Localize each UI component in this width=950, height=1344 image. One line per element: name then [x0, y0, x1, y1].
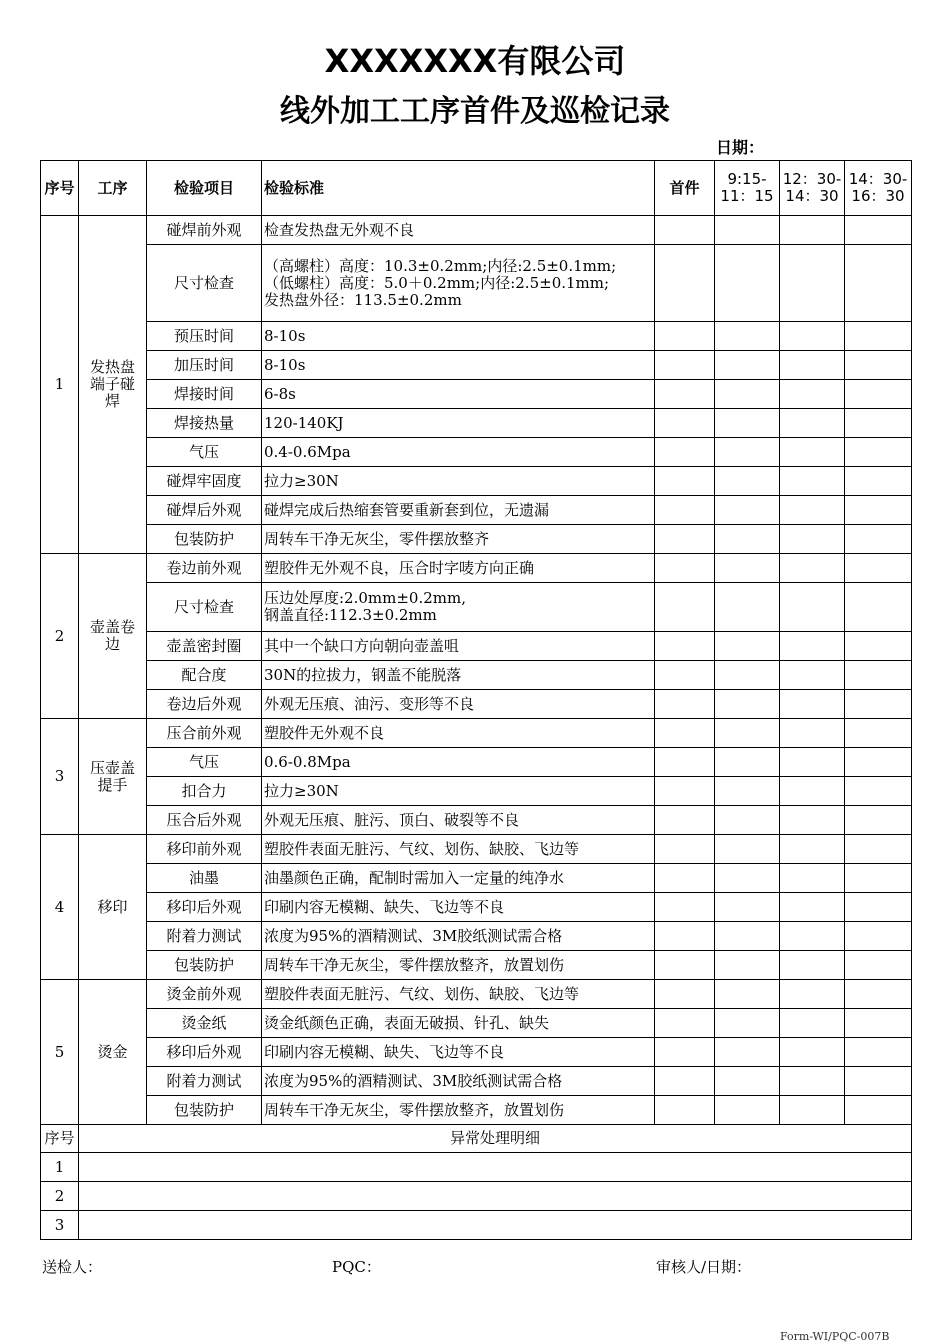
check-cell-1[interactable] — [715, 583, 780, 632]
check-cell-1[interactable] — [715, 864, 780, 893]
table-row — [41, 748, 912, 777]
inspection-item: 碰焊牢固度 — [147, 467, 262, 496]
first-check-cell[interactable] — [655, 951, 715, 980]
check-cell-2[interactable] — [780, 554, 845, 583]
inspection-item: 卷边前外观 — [147, 554, 262, 583]
header-row — [41, 161, 912, 216]
inspection-item: 压合后外观 — [147, 806, 262, 835]
inspection-standard: 6-8s — [262, 380, 655, 409]
company-name: XXXXXXX有限公司 — [324, 42, 626, 80]
inspection-standard: 周转车干净无灰尘，零件摆放整齐，放置划伤 — [262, 1096, 655, 1125]
form-code: Form-WI/PQC-007B — [780, 1330, 890, 1343]
abnormal-seq: 2 — [41, 1182, 79, 1211]
check-cell-3[interactable] — [845, 922, 912, 951]
inspection-standard: 周转车干净无灰尘，零件摆放整齐 — [262, 525, 655, 554]
check-cell-2[interactable] — [780, 922, 845, 951]
table-row — [41, 583, 912, 632]
check-cell-3[interactable] — [845, 806, 912, 835]
first-check-cell[interactable] — [655, 1038, 715, 1067]
table-row — [41, 1067, 912, 1096]
inspection-item: 包装防护 — [147, 951, 262, 980]
inspection-standard: 8-10s — [262, 322, 655, 351]
table-row — [41, 245, 912, 322]
check-cell-1[interactable] — [715, 951, 780, 980]
check-cell-2[interactable] — [780, 322, 845, 351]
first-check-cell[interactable] — [655, 719, 715, 748]
inspection-standard: 拉力≥30N — [262, 777, 655, 806]
group-process: 壶盖卷边 — [79, 554, 147, 719]
inspection-item: 加压时间 — [147, 351, 262, 380]
inspection-item: 预压时间 — [147, 322, 262, 351]
abnormal-seq: 1 — [41, 1153, 79, 1182]
inspection-item: 移印后外观 — [147, 893, 262, 922]
inspection-standard: 印刷内容无模糊、缺失、飞边等不良 — [262, 893, 655, 922]
first-check-cell[interactable] — [655, 216, 715, 245]
check-cell-3[interactable] — [845, 438, 912, 467]
check-cell-3[interactable] — [845, 496, 912, 525]
abnormal-detail-cell[interactable] — [79, 1211, 912, 1240]
header-first: 首件 — [655, 161, 715, 216]
group-process: 移印 — [79, 835, 147, 980]
header-time-1: 9:15- 11：15 — [715, 161, 780, 216]
inspection-standard: 周转车干净无灰尘，零件摆放整齐，放置划伤 — [262, 951, 655, 980]
table-row — [41, 719, 912, 748]
abnormal-row — [41, 1153, 912, 1182]
check-cell-1[interactable] — [715, 690, 780, 719]
check-cell-3[interactable] — [845, 1096, 912, 1125]
check-cell-3[interactable] — [845, 777, 912, 806]
first-check-cell[interactable] — [655, 806, 715, 835]
check-cell-3[interactable] — [845, 216, 912, 245]
table-row — [41, 216, 912, 245]
first-check-cell[interactable] — [655, 351, 715, 380]
check-cell-2[interactable] — [780, 777, 845, 806]
inspection-standard: 其中一个缺口方向朝向壶盖咀 — [262, 632, 655, 661]
check-cell-1[interactable] — [715, 322, 780, 351]
group-seq: 1 — [41, 216, 79, 554]
check-cell-2[interactable] — [780, 467, 845, 496]
inspector-label: 送检人： — [42, 1258, 103, 1276]
inspection-standard: 塑胶件无外观不良 — [262, 719, 655, 748]
inspection-item: 附着力测试 — [147, 922, 262, 951]
table-row — [41, 922, 912, 951]
first-check-cell[interactable] — [655, 661, 715, 690]
inspection-standard: （高螺柱）高度：10.3±0.2mm;内径:2.5±0.1mm; （低螺柱）高度：5.0＋0.2mm;内径:2.5±0.1mm; 发热盘外径：113.5±0.2mm — [262, 245, 655, 322]
inspection-standard: 0.4-0.6Mpa — [262, 438, 655, 467]
check-cell-2[interactable] — [780, 245, 845, 322]
check-cell-2[interactable] — [780, 835, 845, 864]
inspection-table — [40, 160, 912, 1240]
check-cell-2[interactable] — [780, 1009, 845, 1038]
first-check-cell[interactable] — [655, 322, 715, 351]
check-cell-2[interactable] — [780, 496, 845, 525]
inspection-standard: 压边处厚度:2.0mm±0.2mm, 钢盖直径:112.3±0.2mm — [262, 583, 655, 632]
inspection-item: 油墨 — [147, 864, 262, 893]
table-row — [41, 380, 912, 409]
header-seq: 序号 — [41, 161, 79, 216]
first-check-cell[interactable] — [655, 1009, 715, 1038]
check-cell-3[interactable] — [845, 245, 912, 322]
inspection-item: 压合前外观 — [147, 719, 262, 748]
check-cell-3[interactable] — [845, 748, 912, 777]
table-row — [41, 438, 912, 467]
check-cell-3[interactable] — [845, 554, 912, 583]
inspection-standard: 塑胶件表面无脏污、气纹、划伤、缺胶、飞边等 — [262, 980, 655, 1009]
check-cell-2[interactable] — [780, 748, 845, 777]
check-cell-3[interactable] — [845, 1038, 912, 1067]
table-row — [41, 467, 912, 496]
header-process: 工序 — [79, 161, 147, 216]
table-row — [41, 1009, 912, 1038]
table-row — [41, 632, 912, 661]
inspection-item: 焊接时间 — [147, 380, 262, 409]
check-cell-2[interactable] — [780, 1038, 845, 1067]
check-cell-3[interactable] — [845, 835, 912, 864]
inspection-standard: 浓度为95%的酒精测试、3M胶纸测试需合格 — [262, 1067, 655, 1096]
first-check-cell[interactable] — [655, 922, 715, 951]
inspection-standard: 烫金纸颜色正确，表面无破损、针孔、缺失 — [262, 1009, 655, 1038]
inspection-standard: 油墨颜色正确，配制时需加入一定量的纯净水 — [262, 864, 655, 893]
check-cell-2[interactable] — [780, 632, 845, 661]
table-row — [41, 1096, 912, 1125]
inspection-standard: 塑胶件无外观不良，压合时字唛方向正确 — [262, 554, 655, 583]
check-cell-1[interactable] — [715, 661, 780, 690]
table-row — [41, 409, 912, 438]
table-row — [41, 661, 912, 690]
table-row — [41, 864, 912, 893]
header-standard: 检验标准 — [262, 161, 655, 216]
inspection-item: 气压 — [147, 748, 262, 777]
abnormal-detail-cell[interactable] — [79, 1153, 912, 1182]
check-cell-2[interactable] — [780, 583, 845, 632]
first-check-cell[interactable] — [655, 409, 715, 438]
table-row — [41, 322, 912, 351]
table-row — [41, 777, 912, 806]
check-cell-3[interactable] — [845, 719, 912, 748]
check-cell-1[interactable] — [715, 245, 780, 322]
abnormal-row — [41, 1211, 912, 1240]
table-row — [41, 690, 912, 719]
abnormal-title: 异常处理明细 — [79, 1125, 912, 1153]
table-row — [41, 1038, 912, 1067]
abnormal-detail-cell[interactable] — [79, 1182, 912, 1211]
check-cell-2[interactable] — [780, 438, 845, 467]
inspection-standard: 塑胶件表面无脏污、气纹、划伤、缺胶、飞边等 — [262, 835, 655, 864]
inspection-standard: 8-10s — [262, 351, 655, 380]
check-cell-2[interactable] — [780, 1067, 845, 1096]
table-row — [41, 980, 912, 1009]
check-cell-1[interactable] — [715, 922, 780, 951]
check-cell-3[interactable] — [845, 467, 912, 496]
check-cell-2[interactable] — [780, 864, 845, 893]
check-cell-2[interactable] — [780, 351, 845, 380]
header-time-3: 14：30- 16：30 — [845, 161, 912, 216]
check-cell-3[interactable] — [845, 1067, 912, 1096]
inspection-standard: 印刷内容无模糊、缺失、飞边等不良 — [262, 1038, 655, 1067]
check-cell-3[interactable] — [845, 980, 912, 1009]
check-cell-3[interactable] — [845, 1009, 912, 1038]
inspection-item: 碰焊后外观 — [147, 496, 262, 525]
table-row — [41, 351, 912, 380]
first-check-cell[interactable] — [655, 554, 715, 583]
first-check-cell[interactable] — [655, 496, 715, 525]
inspection-item: 焊接热量 — [147, 409, 262, 438]
inspection-standard: 外观无压痕、油污、变形等不良 — [262, 690, 655, 719]
abnormal-header-row — [41, 1125, 912, 1153]
check-cell-1[interactable] — [715, 1009, 780, 1038]
check-cell-3[interactable] — [845, 893, 912, 922]
first-check-cell[interactable] — [655, 835, 715, 864]
check-cell-2[interactable] — [780, 216, 845, 245]
first-check-cell[interactable] — [655, 690, 715, 719]
first-check-cell[interactable] — [655, 893, 715, 922]
check-cell-2[interactable] — [780, 690, 845, 719]
first-check-cell[interactable] — [655, 467, 715, 496]
check-cell-2[interactable] — [780, 980, 845, 1009]
inspection-item: 烫金前外观 — [147, 980, 262, 1009]
check-cell-1[interactable] — [715, 777, 780, 806]
table-row — [41, 496, 912, 525]
group-process: 烫金 — [79, 980, 147, 1125]
table-row — [41, 525, 912, 554]
check-cell-1[interactable] — [715, 980, 780, 1009]
check-cell-1[interactable] — [715, 409, 780, 438]
first-check-cell[interactable] — [655, 1096, 715, 1125]
group-seq: 5 — [41, 980, 79, 1125]
check-cell-2[interactable] — [780, 806, 845, 835]
reviewer-label: 审核人/日期： — [656, 1258, 752, 1276]
inspection-item: 移印后外观 — [147, 1038, 262, 1067]
abnormal-seq-header: 序号 — [41, 1125, 79, 1153]
inspection-item: 移印前外观 — [147, 835, 262, 864]
inspection-item: 扣合力 — [147, 777, 262, 806]
check-cell-2[interactable] — [780, 719, 845, 748]
first-check-cell[interactable] — [655, 632, 715, 661]
check-cell-2[interactable] — [780, 1096, 845, 1125]
check-cell-3[interactable] — [845, 351, 912, 380]
inspection-item: 碰焊前外观 — [147, 216, 262, 245]
check-cell-3[interactable] — [845, 409, 912, 438]
first-check-cell[interactable] — [655, 777, 715, 806]
inspection-item: 配合度 — [147, 661, 262, 690]
inspection-item: 尺寸检查 — [147, 583, 262, 632]
group-seq: 3 — [41, 719, 79, 835]
check-cell-3[interactable] — [845, 632, 912, 661]
first-check-cell[interactable] — [655, 748, 715, 777]
check-cell-2[interactable] — [780, 380, 845, 409]
check-cell-2[interactable] — [780, 893, 845, 922]
table-row — [41, 806, 912, 835]
check-cell-1[interactable] — [715, 496, 780, 525]
check-cell-1[interactable] — [715, 438, 780, 467]
abnormal-seq: 3 — [41, 1211, 79, 1240]
check-cell-3[interactable] — [845, 690, 912, 719]
group-process: 压壶盖提手 — [79, 719, 147, 835]
table-row — [41, 554, 912, 583]
first-check-cell[interactable] — [655, 583, 715, 632]
check-cell-1[interactable] — [715, 835, 780, 864]
check-cell-1[interactable] — [715, 525, 780, 554]
inspection-standard: 浓度为95%的酒精测试、3M胶纸测试需合格 — [262, 922, 655, 951]
check-cell-2[interactable] — [780, 951, 845, 980]
inspection-item: 卷边后外观 — [147, 690, 262, 719]
check-cell-2[interactable] — [780, 409, 845, 438]
check-cell-3[interactable] — [845, 864, 912, 893]
check-cell-3[interactable] — [845, 951, 912, 980]
check-cell-3[interactable] — [845, 380, 912, 409]
check-cell-3[interactable] — [845, 583, 912, 632]
inspection-item: 气压 — [147, 438, 262, 467]
check-cell-1[interactable] — [715, 216, 780, 245]
check-cell-1[interactable] — [715, 1038, 780, 1067]
inspection-standard: 检查发热盘无外观不良 — [262, 216, 655, 245]
inspection-standard: 拉力≥30N — [262, 467, 655, 496]
date-label: 日期： — [716, 138, 765, 157]
first-check-cell[interactable] — [655, 245, 715, 322]
inspection-standard: 0.6-0.8Mpa — [262, 748, 655, 777]
check-cell-3[interactable] — [845, 322, 912, 351]
check-cell-1[interactable] — [715, 748, 780, 777]
inspection-item: 附着力测试 — [147, 1067, 262, 1096]
check-cell-1[interactable] — [715, 806, 780, 835]
check-cell-2[interactable] — [780, 525, 845, 554]
check-cell-1[interactable] — [715, 719, 780, 748]
check-cell-2[interactable] — [780, 661, 845, 690]
table-row — [41, 835, 912, 864]
pqc-label: PQC： — [332, 1258, 381, 1276]
group-seq: 2 — [41, 554, 79, 719]
inspection-standard: 外观无压痕、脏污、顶白、破裂等不良 — [262, 806, 655, 835]
header-item: 检验项目 — [147, 161, 262, 216]
inspection-item: 包装防护 — [147, 525, 262, 554]
check-cell-1[interactable] — [715, 380, 780, 409]
check-cell-1[interactable] — [715, 351, 780, 380]
first-check-cell[interactable] — [655, 1067, 715, 1096]
check-cell-1[interactable] — [715, 1067, 780, 1096]
check-cell-1[interactable] — [715, 893, 780, 922]
check-cell-1[interactable] — [715, 467, 780, 496]
first-check-cell[interactable] — [655, 980, 715, 1009]
group-seq: 4 — [41, 835, 79, 980]
inspection-item: 壶盖密封圈 — [147, 632, 262, 661]
check-cell-1[interactable] — [715, 554, 780, 583]
inspection-standard: 碰焊完成后热缩套管要重新套到位，无遗漏 — [262, 496, 655, 525]
table-row — [41, 951, 912, 980]
first-check-cell[interactable] — [655, 864, 715, 893]
check-cell-1[interactable] — [715, 632, 780, 661]
first-check-cell[interactable] — [655, 438, 715, 467]
inspection-item: 烫金纸 — [147, 1009, 262, 1038]
check-cell-3[interactable] — [845, 661, 912, 690]
table-row — [41, 893, 912, 922]
group-process: 发热盘端子碰焊 — [79, 216, 147, 554]
check-cell-3[interactable] — [845, 525, 912, 554]
header-time-2: 12：30- 14：30 — [780, 161, 845, 216]
inspection-item: 包装防护 — [147, 1096, 262, 1125]
inspection-standard: 30N的拉拔力，钢盖不能脱落 — [262, 661, 655, 690]
first-check-cell[interactable] — [655, 525, 715, 554]
form-title: 线外加工工序首件及巡检记录 — [280, 94, 670, 129]
check-cell-1[interactable] — [715, 1096, 780, 1125]
first-check-cell[interactable] — [655, 380, 715, 409]
abnormal-row — [41, 1182, 912, 1211]
inspection-standard: 120-140KJ — [262, 409, 655, 438]
inspection-item: 尺寸检查 — [147, 245, 262, 322]
